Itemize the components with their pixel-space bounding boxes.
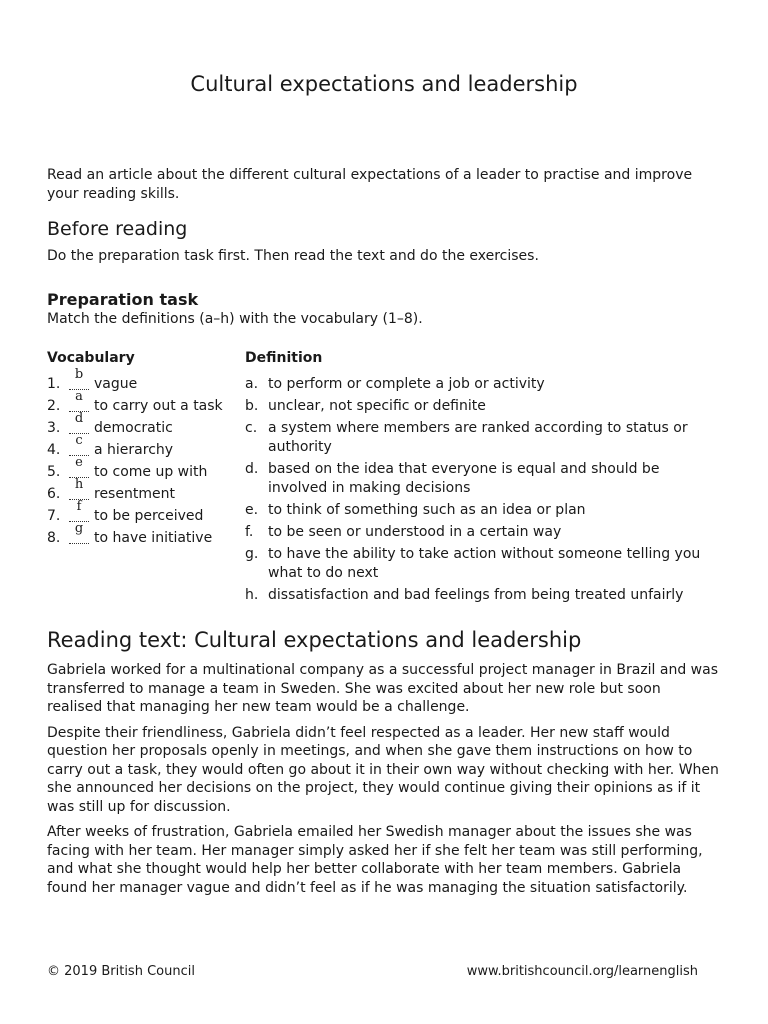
item-number: 6. bbox=[47, 486, 61, 502]
definition-text: a system where members are ranked according to status or authority bbox=[268, 420, 688, 455]
definition-item bbox=[245, 586, 715, 605]
vocabulary-heading: Vocabulary bbox=[47, 350, 135, 366]
item-number: 2. bbox=[47, 398, 61, 414]
intro-text: Read an article about the different cultural expectations of a leader to practise and improve your reading skills. bbox=[47, 167, 693, 202]
handwritten-answer: d bbox=[74, 411, 84, 426]
page-title: Cultural expectations and leadership bbox=[190, 72, 578, 96]
definition-item bbox=[245, 523, 715, 542]
reading-text-heading: Reading text: Cultural expectations and leadership bbox=[47, 628, 582, 652]
footer-url: www.britishcouncil.org/learnenglish bbox=[466, 964, 698, 979]
handwritten-answer: h bbox=[74, 477, 84, 492]
vocabulary-term: to have initiative bbox=[94, 530, 213, 546]
reading-text bbox=[47, 661, 719, 904]
definition-letter: a. bbox=[245, 376, 259, 392]
vocabulary-term: to come up with bbox=[94, 464, 208, 480]
answer-blank bbox=[69, 521, 89, 544]
definition-letter: c. bbox=[245, 420, 258, 436]
definition-letter: d. bbox=[245, 461, 259, 477]
definition-text: to perform or complete a job or activity bbox=[268, 376, 545, 392]
handwritten-answer: c bbox=[75, 433, 83, 448]
vocabulary-list bbox=[47, 367, 237, 551]
vocabulary-item bbox=[47, 521, 237, 551]
definition-heading: Definition bbox=[245, 350, 323, 366]
definition-letter: g. bbox=[245, 546, 259, 562]
item-number: 3. bbox=[47, 420, 61, 436]
definition-letter: b. bbox=[245, 398, 259, 414]
definition-item bbox=[245, 501, 715, 520]
definition-item bbox=[245, 397, 715, 416]
handwritten-answer: g bbox=[74, 521, 84, 536]
definition-item bbox=[245, 375, 715, 394]
item-number: 5. bbox=[47, 464, 61, 480]
item-number: 7. bbox=[47, 508, 61, 524]
item-number: 8. bbox=[47, 530, 61, 546]
definition-letter: e. bbox=[245, 502, 259, 518]
definition-letter: f. bbox=[245, 524, 254, 540]
definition-text: to have the ability to take action without someone telling you what to do next bbox=[268, 546, 701, 581]
reading-paragraph: After weeks of frustration, Gabriela emailed her Swedish manager about the issues she was facing with her team. Her manager simply asked her if she felt her team was still performing, and what she thought would help her better collaborate with her team members. Gabriela found her manager vague and didn’t feel as if he was managing the situation satisfactorily. bbox=[47, 824, 703, 896]
definition-list bbox=[245, 375, 715, 608]
definition-item bbox=[245, 545, 715, 583]
definition-text: unclear, not specific or definite bbox=[268, 398, 486, 414]
before-reading-text: Do the preparation task first. Then read the text and do the exercises. bbox=[47, 248, 539, 264]
vocabulary-term: to be perceived bbox=[94, 508, 204, 524]
handwritten-answer: b bbox=[74, 367, 84, 382]
preparation-task-heading: Preparation task bbox=[47, 290, 199, 309]
vocabulary-term: a hierarchy bbox=[94, 442, 174, 458]
vocabulary-term: to carry out a task bbox=[94, 398, 223, 414]
definition-item bbox=[245, 460, 715, 498]
handwritten-answer: e bbox=[75, 455, 83, 470]
handwritten-answer: f bbox=[76, 499, 82, 514]
definition-text: based on the idea that everyone is equal and should be involved in making decisions bbox=[268, 461, 660, 496]
preparation-instruction: Match the definitions (a–h) with the vocabulary (1–8). bbox=[47, 311, 423, 327]
before-reading-heading: Before reading bbox=[47, 218, 188, 240]
reading-paragraph: Despite their friendliness, Gabriela didn’t feel respected as a leader. Her new staff would question her proposals openly in meetings, and when she gave them instructions on how to carry out a task, they would often go about it in their own way without checking with her. When she announced her decisions on the project, they would continue giving their opinions as if it was still up for discussion. bbox=[47, 724, 719, 815]
footer-copyright: © 2019 British Council bbox=[47, 964, 195, 979]
reading-paragraph: Gabriela worked for a multinational company as a successful project manager in Brazil and was transferred to manage a team in Sweden. She was excited about her new role but soon realised that managing her new team would be a challenge. bbox=[47, 662, 719, 715]
vocabulary-term: democratic bbox=[94, 420, 173, 436]
vocabulary-term: vague bbox=[94, 376, 138, 392]
item-number: 1. bbox=[47, 376, 61, 392]
item-number: 4. bbox=[47, 442, 61, 458]
vocabulary-term: resentment bbox=[94, 486, 175, 502]
definition-text: to think of something such as an idea or plan bbox=[268, 502, 586, 518]
definition-text: to be seen or understood in a certain way bbox=[268, 524, 562, 540]
definition-text: dissatisfaction and bad feelings from being treated unfairly bbox=[268, 587, 684, 603]
definition-letter: h. bbox=[245, 587, 259, 603]
definition-item bbox=[245, 419, 715, 457]
handwritten-answer: a bbox=[75, 389, 83, 404]
